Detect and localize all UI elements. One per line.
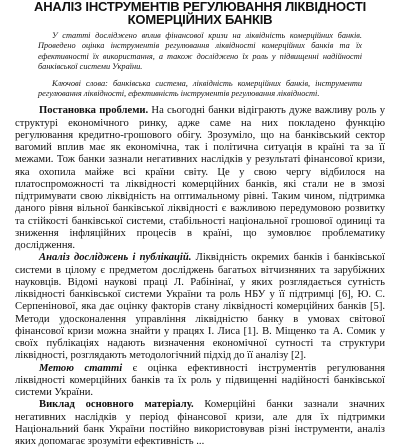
paragraph-article-goal xyxy=(15,363,385,400)
title-line-2: КОМЕРЦІЙНИХ БАНКІВ xyxy=(127,12,273,27)
keywords-label: Ключові слова: xyxy=(52,78,108,88)
paragraph-text: Комерційні банки зазнали значних негативних наслідків у період фінансової кризи, але для їх підтримки Національний банк України постійно використовував різні інструменти, аналіз яких допомагає зрозуміти ефективність ... xyxy=(15,399,385,448)
article-body xyxy=(15,105,385,448)
keywords xyxy=(38,79,362,100)
article-title xyxy=(0,0,400,26)
paragraph-main-material xyxy=(15,399,385,448)
keywords-text: банківська система, ліквідність комерційних банків, інструменти регулювання ліквідності, ефективність інструментів регулювання ліквідності. xyxy=(38,78,362,99)
section-heading-article-goal: Метою статті xyxy=(39,362,123,374)
paragraph-text: На сьогодні банки відіграють дуже важливу роль у структурі економічного ринку, адже саме на них покладено функцію регулювання кредитно-грошового обігу. Зрозуміло, що на банківський сектор вагомий вплив має як економічна, так і політична ситуація в країні та за її межами. Тож банки зазнали негативних наслідків у результаті фінансової кризи, яка охопила майже всі країни світу. Це у свою чергу відбилося на платоспроможності та ліквідності комерційних банків, які стали не в змозі підтримувати свою ліквідність на оптимальному рівні. Таким чином, підтримка даного рівня вільної банківської ліквідності є важливою передумовою розвитку та стійкості банківської системи, стабільності національної грошової одиниці та зниження інфляційних процесів в країні, що зумовлює проблематику дослідження. xyxy=(15,105,385,252)
paragraph-problem-statement xyxy=(15,105,385,252)
section-heading-main-material: Виклад основного матеріалу. xyxy=(39,399,194,411)
paragraph-text: є оцінка ефективності інструментів регулювання ліквідності комерційних банків та їх роль у підвищенні надійності банківської системи України. xyxy=(15,362,385,399)
title-line-1: АНАЛІЗ ІНСТРУМЕНТІВ РЕГУЛЮВАННЯ ЛІКВІДНОСТІ xyxy=(34,0,366,14)
paragraph-literature-review xyxy=(15,252,385,362)
section-heading-problem-statement: Постановка проблеми. xyxy=(39,105,149,117)
section-heading-literature-review: Аналіз досліджень і публікацій. xyxy=(39,252,192,264)
paragraph-text: Ліквідність окремих банків і банківської системи в цілому є предметом досліджень багатьох вітчизняних та зарубіжних науковців. Відомі наукові праці Л. Рабінінаї, у яких розглядається сутність ліквідності банківської системи України та роль НБУ у її підтримці [6], Ю. С. Серпенінової, яка дає оцінку факторів стану ліквідності комерційних банків [5]. Методи удосконалення управління ліквідністю банку в умовах світової фінансової кризи можна знайти у працях І. Лиса [1]. В. Міщенко та А. Сомик у своїх публікаціях надають визначення економічної сутності та структури ліквідності, розглядають методологічний підхід до її аналізу [2]. xyxy=(15,252,385,362)
abstract: У статті досліджено вплив фінансової кризи на ліквідність комерційних банків. Проведено оцінка інструментів регулювання ліквідності комерційних банків та їх ефективності їх використання, а також досліджено їх роль у підвищенні надійності банківської системи України. xyxy=(38,31,362,72)
